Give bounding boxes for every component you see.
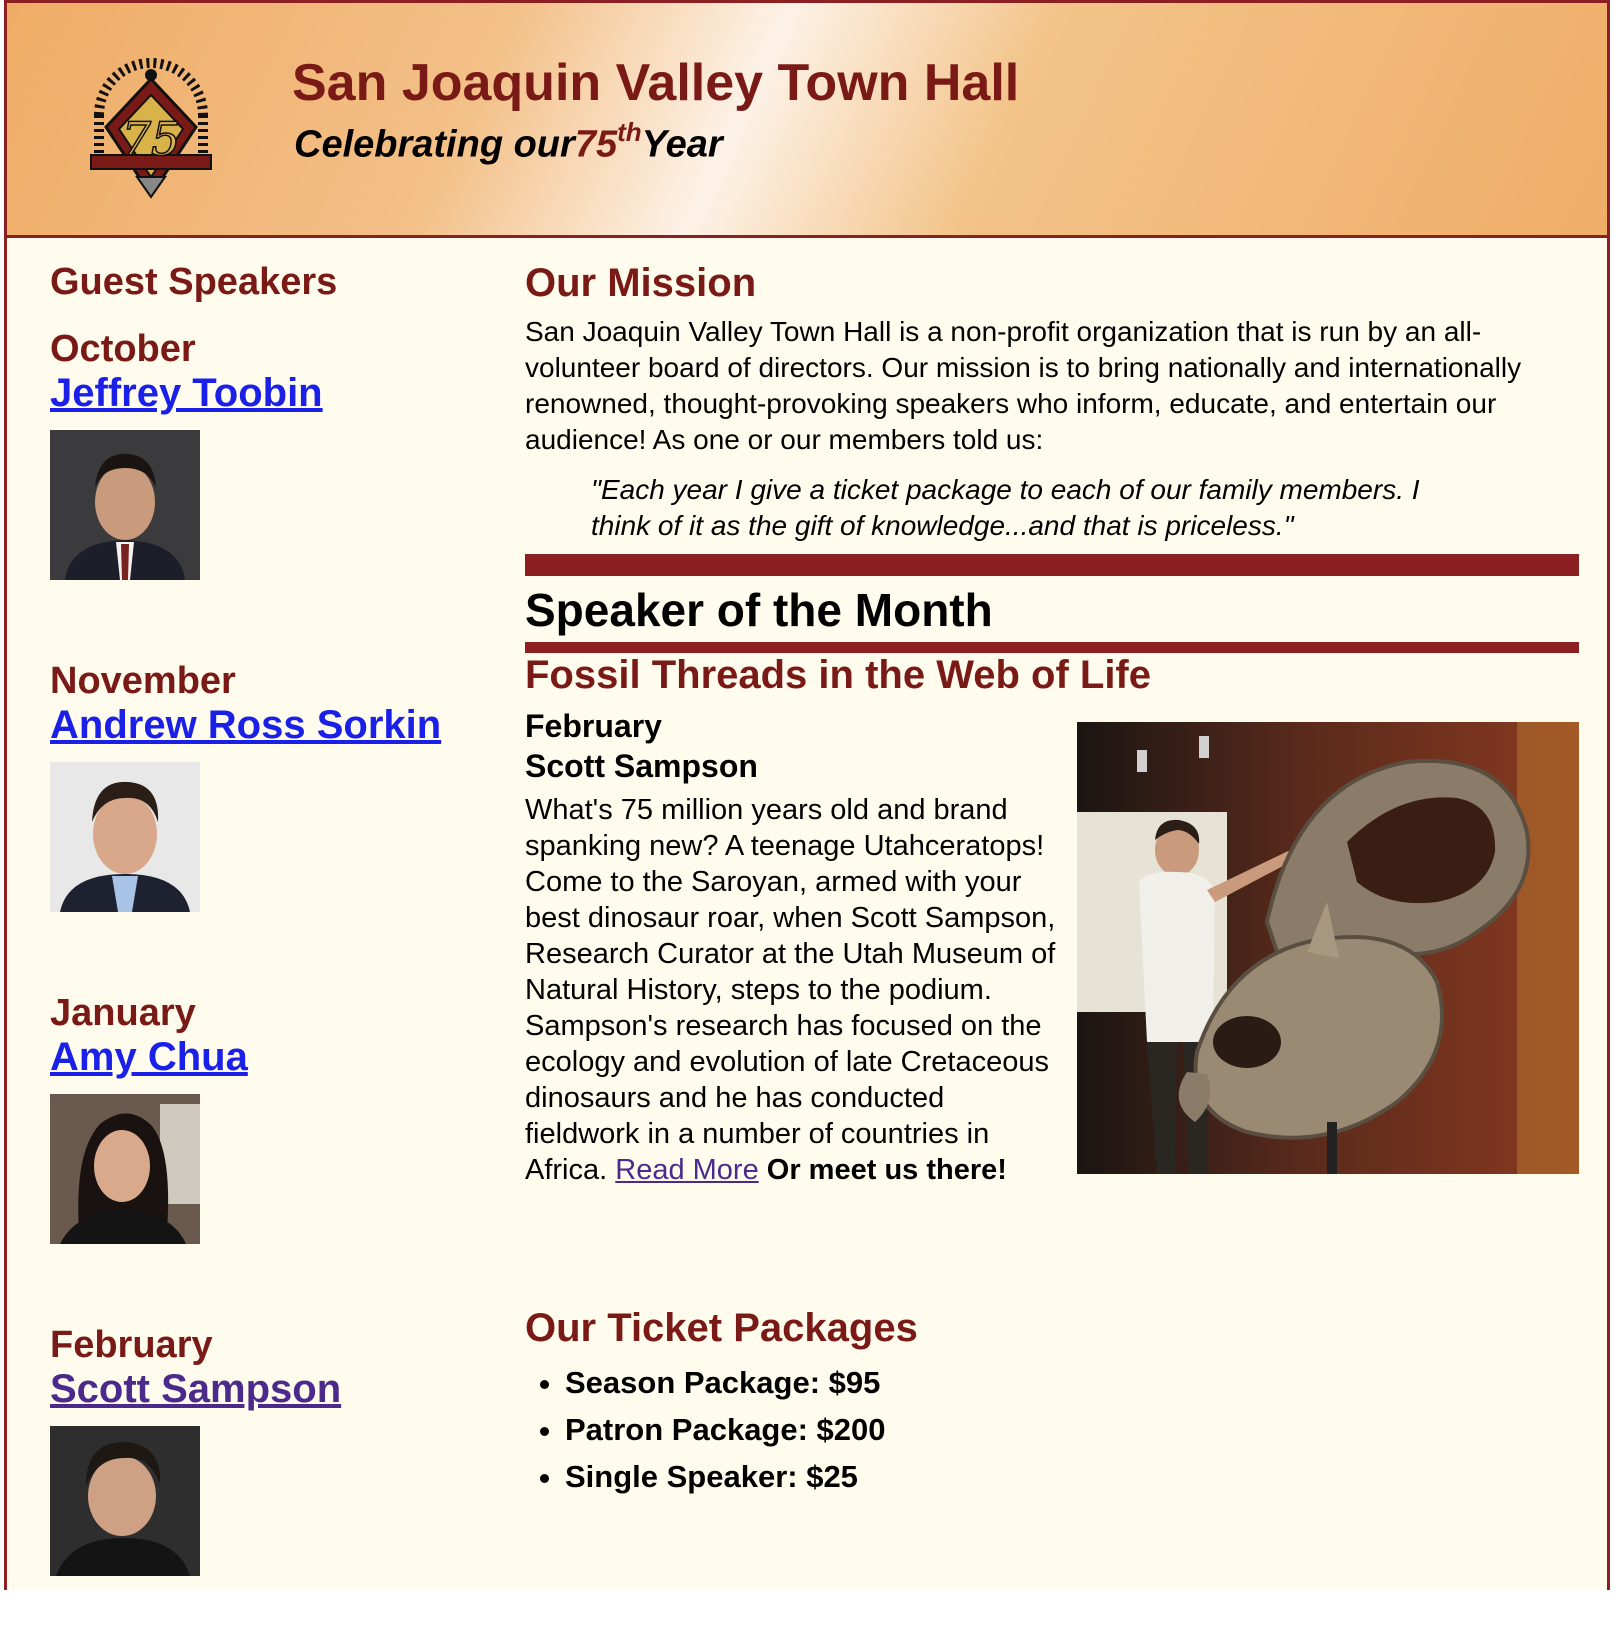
svg-text:75: 75 xyxy=(121,112,181,166)
section-divider xyxy=(525,554,1579,576)
mission-text: San Joaquin Valley Town Hall is a non-profit organization that is run by an all-volunteer board of directors. Our mission is to bring nationally and internationally renowned, thought-provoking speakers who inform, educate, and entertain our audience! As one or our members told us: xyxy=(525,316,1522,455)
subtitle-prefix: Celebrating our xyxy=(294,123,575,166)
speaker-photo-andrew-ross-sorkin[interactable] xyxy=(50,762,200,912)
section-divider-thin xyxy=(525,642,1579,653)
speaker-entry-november xyxy=(50,660,480,978)
speaker-link-jeffrey-toobin[interactable]: Jeffrey Toobin xyxy=(50,371,323,415)
member-quote: "Each year I give a ticket package to each of our family members. I think of it as the gift of knowledge...and that is priceless." xyxy=(591,474,1420,541)
read-more-link[interactable]: Read More xyxy=(615,1154,759,1186)
subtitle-number: 75 xyxy=(574,123,618,166)
main-content xyxy=(525,261,1579,1500)
speaker-photo-jeffrey-toobin[interactable] xyxy=(50,430,200,580)
featured-month: February xyxy=(525,708,662,744)
meet-us-text: Or meet us there! xyxy=(766,1154,1007,1186)
speaker-month: November xyxy=(50,660,236,702)
site-title: San Joaquin Valley Town Hall xyxy=(292,54,1020,112)
speaker-month: October xyxy=(50,328,196,370)
mission-heading: Our Mission xyxy=(525,261,757,305)
speaker-photo-amy-chua[interactable] xyxy=(50,1094,200,1244)
speaker-link-amy-chua[interactable]: Amy Chua xyxy=(50,1035,248,1079)
speaker-month: February xyxy=(50,1324,213,1366)
speaker-link-scott-sampson[interactable]: Scott Sampson xyxy=(50,1367,342,1411)
dinosaur-skull-photo[interactable] xyxy=(1077,722,1579,1174)
ticket-package-list xyxy=(525,1359,1579,1500)
subtitle-ordinal: th xyxy=(617,117,642,147)
guest-speakers-sidebar xyxy=(50,261,480,1642)
ticket-package-item: • Single Speaker: $25 xyxy=(565,1453,1579,1500)
guest-speakers-heading: Guest Speakers xyxy=(50,261,338,303)
speaker-of-month-heading: Speaker of the Month xyxy=(525,584,993,636)
talk-title: Fossil Threads in the Web of Life xyxy=(525,653,1151,697)
speaker-entry-january xyxy=(50,992,480,1310)
featured-speaker xyxy=(525,706,1579,1266)
ticket-package-item: • Patron Package: $200 xyxy=(565,1406,1579,1453)
town-hall-logo[interactable] xyxy=(71,55,231,205)
page-container xyxy=(4,0,1610,1590)
speaker-month: January xyxy=(50,992,196,1034)
speaker-entry-february xyxy=(50,1324,480,1642)
featured-description xyxy=(525,792,1065,1188)
featured-speaker-name: Scott Sampson xyxy=(525,748,758,784)
site-subtitle xyxy=(294,119,723,167)
description-text: What's 75 million years old and brand spanking new? A teenage Utahceratops! Come to the Saroyan, armed with your best dinosaur roar, when Scott Sampson, Research Curator at the Utah Museum of Natural History, steps to the podium. Sampson's research has focused on the ecology and evolution of late Cretaceous dinosaurs and he has conducted fieldwork in a number of countries in Africa. xyxy=(525,794,1056,1186)
site-header xyxy=(7,3,1607,238)
ticket-packages-heading: Our Ticket Packages xyxy=(525,1306,918,1350)
speaker-entry-october xyxy=(50,328,480,646)
ticket-packages-section xyxy=(525,1306,1579,1500)
speaker-photo-scott-sampson[interactable] xyxy=(50,1426,200,1576)
subtitle-suffix: Year xyxy=(641,123,723,166)
speaker-link-andrew-ross-sorkin[interactable]: Andrew Ross Sorkin xyxy=(50,703,442,747)
ticket-package-item: • Season Package: $95 xyxy=(565,1359,1579,1406)
